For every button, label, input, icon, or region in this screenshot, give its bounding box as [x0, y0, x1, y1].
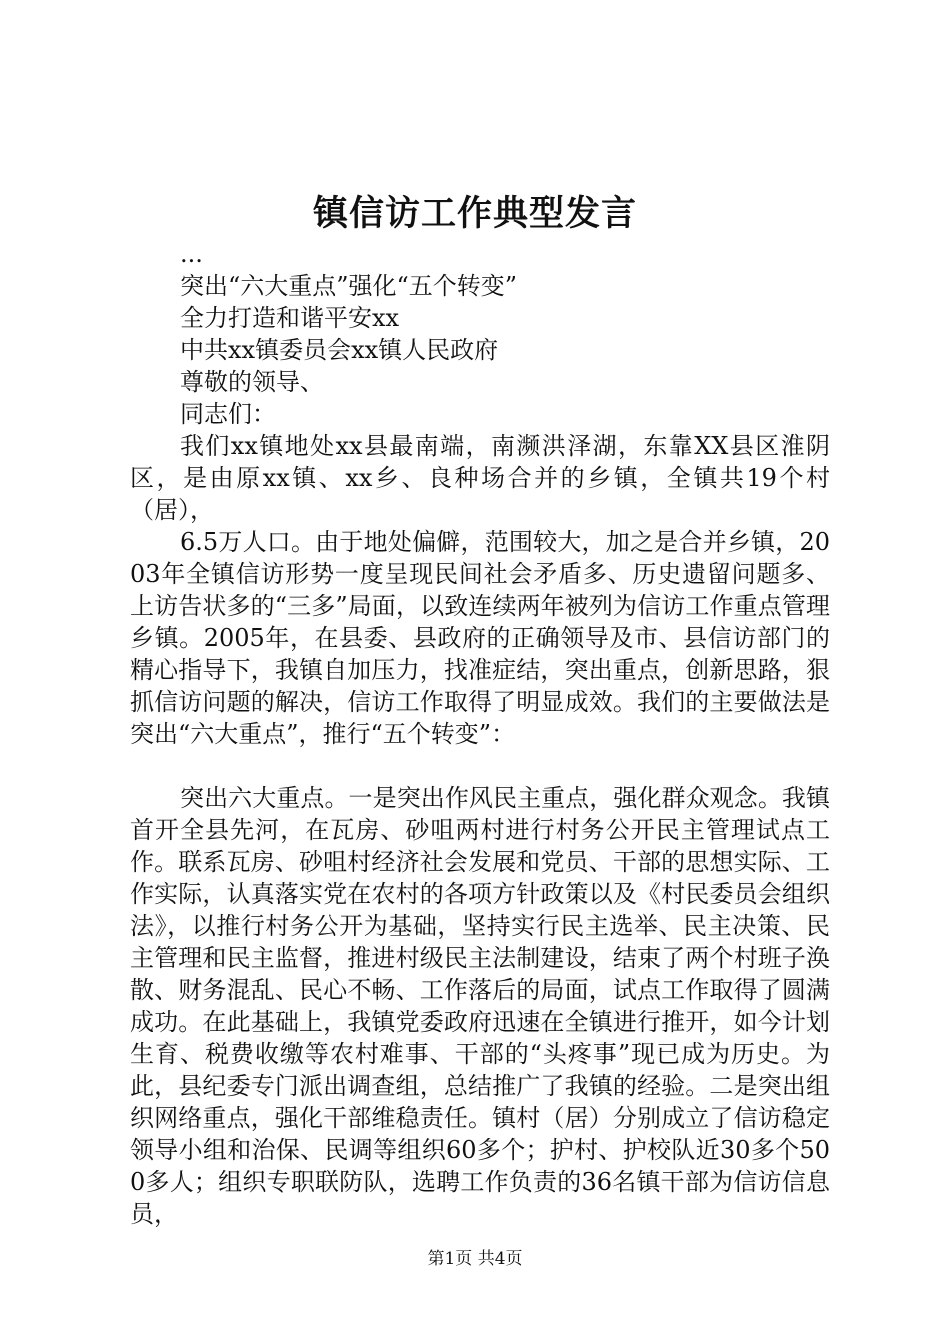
paragraph-3: 突出六大重点。一是突出作风民主重点，强化群众观念。我镇首开全县先河，在瓦房、砂咀两村进行村务公开民主管理试点工作。联系瓦房、砂咀村经济社会发展和党员、干部的思想实际、工作实际，认真落实党在农村的各项方针政策以及《村民委员会组织法》，以推行村务公开为基础，坚持实行民主选举、民主决策、民主管理和民主监督，推进村级民主法制建设，结束了两个村班子涣散、财务混乱、民心不畅、工作落后的局面，试点工作取得了圆满成功。在此基础上，我镇党委政府迅速在全镇进行推开，如今计划生育、税费收缴等农村难事、干部的“头疼事”现已成为历史。为此，县纪委专门派出调查组，总结推广了我镇的经验。二是突出组织网络重点，强化干部维稳责任。镇村（居）分别成立了信访稳定领导小组和治保、民调等组织60多个；护村、护校队近30多个500多人；组织专职联防队，选聘工作负责的36名镇干部为信访信息员， [130, 784, 830, 1228]
salutation-line-1: 尊敬的领导、 [180, 368, 324, 396]
paragraph-1: 我们xx镇地处xx县最南端，南濒洪泽湖，东靠XX县区淮阴区，是由原xx镇、xx乡、良种场合并的乡镇，全镇共19个村（居）， [130, 432, 830, 524]
paragraph-spacer [130, 750, 830, 782]
document-body [130, 238, 830, 1230]
document-title: 镇信访工作典型发言 [312, 193, 637, 234]
author-line: 中共xx镇委员会xx镇人民政府 [180, 336, 499, 364]
subtitle-line-2: 全力打造和谐平安xx [180, 304, 400, 332]
ellipsis-line: ... [180, 240, 203, 268]
subtitle-line-1: 突出“六大重点”强化“五个转变” [180, 272, 518, 300]
salutation-line-2: 同志们： [180, 400, 276, 428]
page-footer: 第1页 共4页 [427, 1249, 523, 1269]
paragraph-2: 6.5万人口。由于地处偏僻，范围较大，加之是合并乡镇，2003年全镇信访形势一度呈现民间社会矛盾多、历史遗留问题多、上访告状多的“三多”局面，以致连续两年被列为信访工作重点管理乡镇。2005年，在县委、县政府的正确领导及市、县信访部门的精心指导下，我镇自加压力，找准症结，突出重点，创新思路，狠抓信访问题的解决，信访工作取得了明显成效。我们的主要做法是突出“六大重点”，推行“五个转变”： [130, 528, 830, 748]
